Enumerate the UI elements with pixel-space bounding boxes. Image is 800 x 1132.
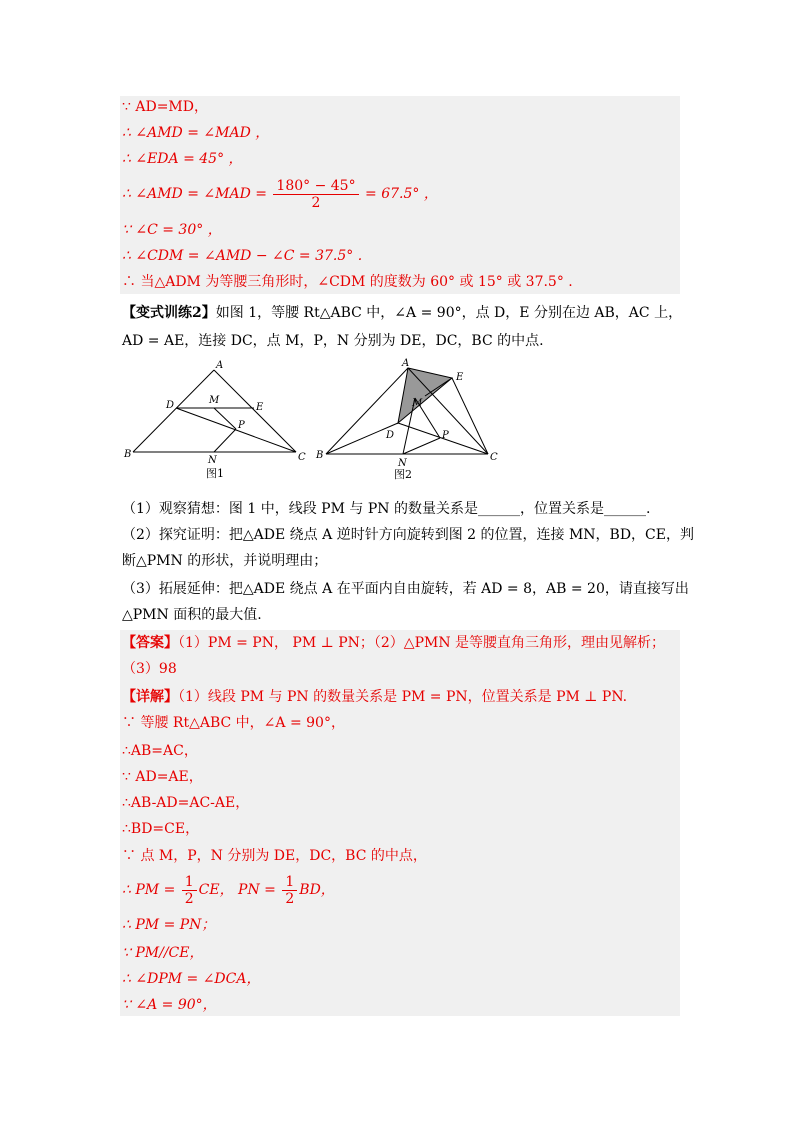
numerator: 1 — [282, 874, 297, 891]
detail-line-1 — [122, 686, 678, 708]
solution-step: ∵ ∠C = 30° ， — [122, 222, 222, 238]
fig2-label-n: N — [398, 458, 407, 469]
detail-step-fraction — [122, 870, 678, 910]
fig2-caption: 图2 — [394, 468, 412, 481]
fig2-label-m: M — [412, 398, 423, 409]
fig2-label-d: D — [386, 430, 395, 441]
detail-step: ∵ PM//CE， — [122, 945, 204, 961]
detail-text: （1）线段 PM 与 PN 的数量关系是 PM = PN，位置关系是 PM ⊥ PN. — [178, 689, 628, 705]
fig1-label-a: A — [216, 360, 224, 371]
detail-step: ∴ PM = PN； — [122, 917, 216, 933]
solution-step: ∴ ∠AMD = ∠MAD ， — [122, 125, 270, 141]
fig1-label-p: P — [238, 420, 245, 431]
answer-tag: 【答案】 — [122, 635, 178, 651]
fig1-label-e: E — [256, 402, 264, 413]
fraction-rhs: = 67.5° ， — [360, 186, 438, 202]
question-1: （1）观察猜想：图 1 中，线段 PM 与 PN 的数量关系是______，位置关系是______. — [122, 501, 651, 517]
answer-text: （1）PM = PN， PM ⊥ PN；（2）△PMN 是等腰直角三角形，理由见解析； — [178, 635, 666, 651]
problem-tag: 【变式训练2】 — [122, 305, 216, 321]
fraction — [182, 874, 197, 907]
fraction-lhs: ∴ PM = — [122, 882, 180, 898]
detail-step: ∴AB-AD=AC-AE， — [122, 795, 250, 811]
fig1-label-m: M — [209, 395, 220, 406]
detail-step: ∵ 点 M，P，N 分别为 DE，DC，BC 的中点， — [122, 848, 427, 864]
detail-step: ∵ AD=AE， — [122, 769, 203, 785]
fig2-label-p: P — [442, 430, 449, 441]
numerator: 1 — [182, 874, 197, 891]
detail-step: ∵ ∠A = 90°， — [122, 997, 217, 1013]
fig1-caption: 图1 — [206, 467, 224, 480]
figure-2 — [326, 368, 488, 454]
problem-line-2: AD = AE，连接 DC，点 M，P，N 分别为 DE，DC，BC 的中点. — [122, 333, 544, 349]
denominator: 2 — [311, 194, 321, 211]
fig2-label-b: B — [316, 450, 324, 461]
fraction-mid: CE， PN = — [198, 882, 281, 898]
fraction-lhs: ∴ ∠AMD = ∠MAD = — [122, 186, 272, 202]
detail-tag: 【详解】 — [122, 689, 178, 705]
fraction — [282, 874, 297, 907]
solution-step: ∴ ∠CDM = ∠AMD − ∠C = 37.5° . — [122, 248, 363, 264]
fig1-label-n: N — [208, 455, 217, 466]
fig2-label-e: E — [456, 372, 464, 383]
fig2-label-c: C — [490, 452, 498, 463]
numerator: 180° − 45° — [273, 178, 358, 195]
solution-conclusion: ∴ 当△ADM 为等腰三角形时，∠CDM 的度数为 60° 或 15° 或 37.5° . — [122, 274, 573, 290]
detail-step: ∴AB=AC， — [122, 743, 198, 759]
fig2-label-a: A — [402, 358, 410, 369]
question-3-line-2: △PMN 面积的最大值. — [122, 607, 262, 623]
problem-line-1 — [122, 302, 683, 324]
question-2-line-1: （2）探究证明：把△ADE 绕点 A 逆时针方向旋转到图 2 的位置，连接 MN，BD，CE，判 — [122, 527, 694, 543]
answer-line-2: （3）98 — [122, 661, 177, 677]
fig1-label-d: D — [166, 400, 175, 411]
geometry-figures — [118, 356, 508, 486]
solution-step: ∴ ∠EDA = 45° ， — [122, 151, 243, 167]
answer-line-1 — [122, 632, 678, 654]
question-2-line-2: 断△PMN 的形状，并说明理由； — [122, 553, 328, 569]
fig1-label-b: B — [124, 449, 132, 460]
detail-step: ∴BD=CE， — [122, 821, 200, 837]
solution-step-fraction — [122, 174, 678, 214]
fig1-label-c: C — [298, 452, 306, 463]
detail-step: ∵ 等腰 Rt△ABC 中，∠A = 90°， — [122, 715, 345, 731]
solution-step: ∵ AD=MD， — [122, 99, 208, 115]
figure-1 — [133, 370, 296, 452]
fraction — [273, 178, 358, 211]
problem-text: 如图 1，等腰 Rt△ABC 中，∠A = 90°，点 D，E 分别在边 AB，AC 上， — [215, 305, 683, 321]
fraction-rhs: BD， — [299, 882, 335, 898]
question-3-line-1: （3）拓展延伸：把△ADE 绕点 A 在平面内自由旋转，若 AD = 8，AB = 20，请直接写出 — [122, 581, 689, 597]
denominator: 2 — [184, 890, 194, 907]
detail-step: ∴ ∠DPM = ∠DCA， — [122, 971, 261, 987]
denominator: 2 — [285, 890, 295, 907]
